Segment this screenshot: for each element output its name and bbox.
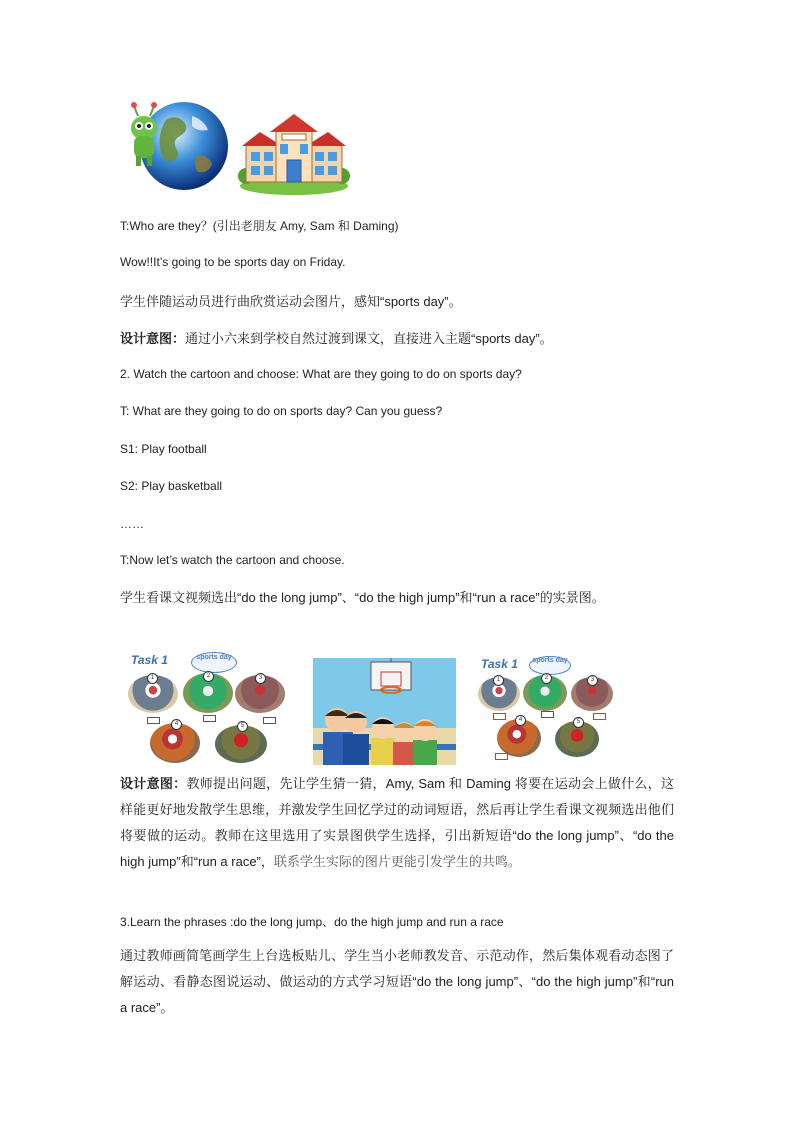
photo-number: 4 <box>171 719 182 730</box>
photo-number: 4 <box>515 715 526 726</box>
phrase-learning-paragraph: 通过教师画简笔画学生上台选板贴儿、学生当小老师教发音、示范动作，然后集体观看动态图了解运动、看静态图说运动、做运动的方式学习短语“do the long jump”、“do the high jump”和“run a race”。 <box>120 948 674 1015</box>
design-intent-line <box>120 328 553 347</box>
design-intent-label: 设计意图： <box>120 776 187 791</box>
step-2-heading: 2. Watch the cartoon and choose: What are they going to do on sports day? <box>120 367 522 381</box>
photo-number: 5 <box>237 721 248 732</box>
watch-choose-paragraph: 学生看课文视频选出“do the long jump”、“do the high jump”和“run a race”的实景图。 <box>120 590 605 605</box>
answer-checkbox-selected[interactable] <box>495 753 508 760</box>
task-card-title: Task 1 <box>131 653 168 667</box>
student-2-answer: S2: Play basketball <box>120 479 223 493</box>
student-1-answer: S1: Play football <box>120 442 207 456</box>
exclamation-line: Wow!!It’s going to be sports day on Friday. <box>120 255 346 269</box>
task-card-left <box>125 651 290 766</box>
design-intent-label: 设计意图： <box>120 331 186 346</box>
answer-checkbox[interactable] <box>263 717 276 724</box>
task-card-right <box>475 655 617 763</box>
ellipsis-line: …… <box>120 517 144 531</box>
sports-day-badge: sports day <box>529 656 571 675</box>
design-intent-paragraph <box>120 771 674 875</box>
photo-number: 1 <box>493 675 504 686</box>
answer-checkbox[interactable] <box>147 717 160 724</box>
school-building-illustration <box>238 112 350 196</box>
teacher-watch-line: T:Now let’s watch the cartoon and choose. <box>120 553 345 567</box>
photo-number: 1 <box>147 673 158 684</box>
cartoon-basketball-scene <box>313 658 456 765</box>
alien-globe-illustration <box>126 98 232 194</box>
photo-number: 2 <box>203 671 214 682</box>
answer-checkbox-selected[interactable] <box>493 713 506 720</box>
teacher-question-line: T:Who are they？(引出老朋友 Amy, Sam 和 Daming) <box>120 219 399 233</box>
activity-line: 学生伴随运动员进行曲欣赏运动会图片，感知“sports day”。 <box>120 294 462 309</box>
teacher-guess-line: T: What are they going to do on sports day? Can you guess? <box>120 404 443 418</box>
photo-number: 2 <box>541 673 552 684</box>
answer-checkbox[interactable] <box>541 711 554 718</box>
photo-number: 3 <box>587 675 598 686</box>
design-intent-tail: 联系学生实际的图片更能引发学生的共鸣。 <box>273 854 521 869</box>
sports-day-badge: sports day <box>191 652 237 673</box>
design-intent-text: 通过小六来到学校自然过渡到课文，直接进入主题“sports day”。 <box>185 331 553 346</box>
photo-number: 3 <box>255 673 266 684</box>
answer-checkbox-selected[interactable] <box>593 713 606 720</box>
design-intent-body: 教师提出问题，先让学生猜一猜，Amy, Sam 和 Daming 将要在运动会上做什么，这样能更好地发散学生思维，并激发学生回忆学过的动词短语，然后再让学生看课文视频选出他们将要做的运动。教师在这里选用了实景图供学生选择，引出新短语“do the long jump”、“do the high jump”和“run a race”， <box>120 776 674 869</box>
photo-number: 5 <box>573 717 584 728</box>
task-card-title: Task 1 <box>481 657 518 671</box>
step-3-heading: 3.Learn the phrases :do the long jump、do the high jump and run a race <box>120 915 504 929</box>
answer-checkbox[interactable] <box>203 715 216 722</box>
